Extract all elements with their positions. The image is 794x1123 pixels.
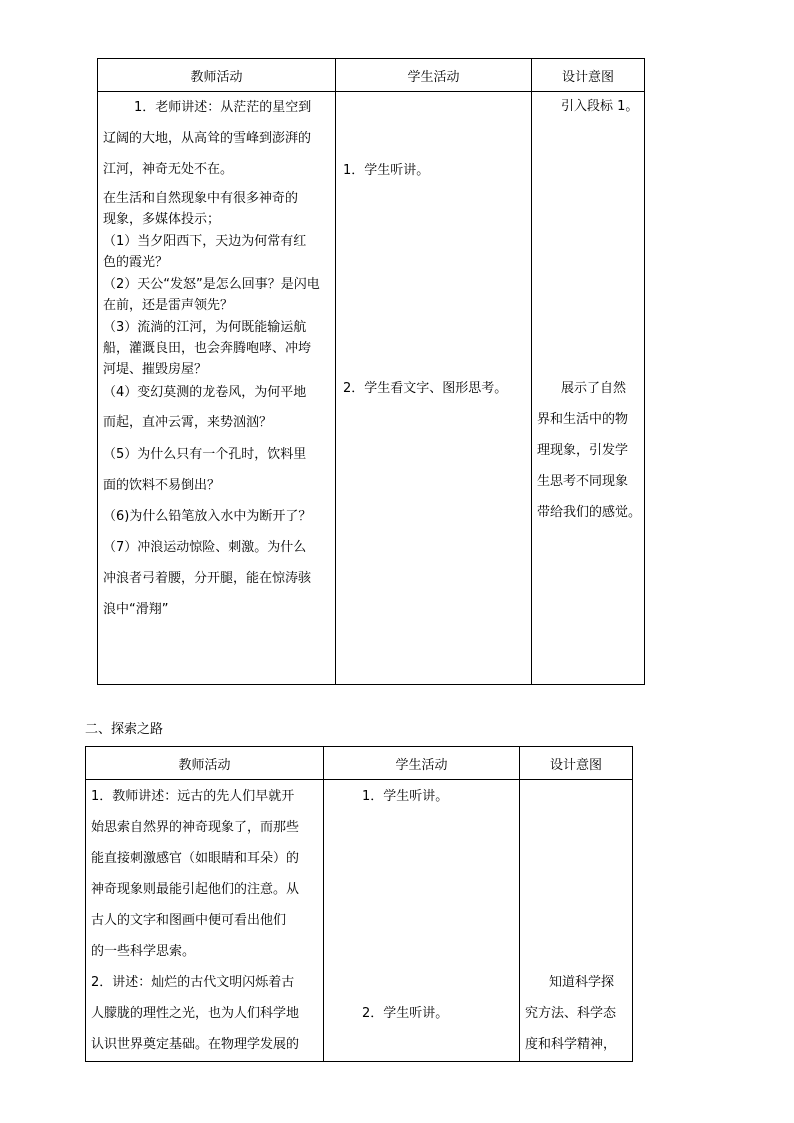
teacher-line: 现象，多媒体投示； [103,212,221,227]
teacher-line: 船，灌溉良田，也会奔腾咆哮、冲垮 [103,341,312,356]
teacher-line: 古人的文字和图画中便可看出他们 [91,913,287,928]
student-activity-cell [336,92,532,685]
teacher-line: 1．老师讲述：从茫茫的星空到 [134,100,312,115]
teacher-line: （2）天公“发怒”是怎么回事？是闪电 [103,277,320,292]
design-line: 界和生活中的物 [537,412,629,427]
header-student-activity: 学生活动 [324,747,520,780]
section-title: 二、探索之路 [85,722,164,737]
teacher-line: （6)为什么铅笔放入水中为断开了？ [103,509,312,524]
student-line: 2．学生看文字、图形思考。 [343,381,508,396]
teacher-line: 始思索自然界的神奇现象了，而那些 [91,820,300,835]
design-line: 引入段标 1。 [561,99,639,114]
teacher-line: 的一些科学思索。 [91,944,196,959]
teacher-line: （3）流淌的江河，为何既能输运航 [103,320,307,335]
teacher-line: 辽阔的大地，从高耸的雪峰到澎湃的 [103,131,312,146]
student-activity-cell [324,780,520,1062]
design-line: 生思考不同现象 [537,474,629,489]
teacher-line: 而起，直冲云霄，来势汹汹？ [103,415,273,430]
header-teacher-activity: 教师活动 [86,747,324,780]
table-row [86,780,633,1062]
student-line: 2．学生听讲。 [362,1006,449,1021]
design-intent-cell [520,780,633,1062]
design-line: 究方法、科学态 [525,1006,617,1021]
teacher-activity-cell [86,780,324,1062]
activity-table-1 [97,58,645,685]
table-row [98,92,645,685]
teacher-line: （5）为什么只有一个孔时，饮料里 [103,447,307,462]
teacher-line: 神奇现象则最能引起他们的注意。从 [91,882,300,897]
table-header-row [86,747,633,780]
student-line: 1．学生听讲。 [343,163,430,178]
design-line: 带给我们的感觉。 [537,505,642,520]
design-line: 度和科学精神， [525,1037,617,1052]
teacher-line: 在前，还是雷声领先？ [103,298,234,313]
design-intent-cell [532,92,645,685]
teacher-line: 认识世界奠定基础。在物理学发展的 [91,1037,300,1052]
teacher-line: （4）变幻莫测的龙卷风，为何平地 [103,385,307,400]
header-design-intent: 设计意图 [520,747,633,780]
table-header-row [98,59,645,92]
student-line: 1．学生听讲。 [362,789,449,804]
design-line: 知道科学探 [549,975,615,990]
header-design-intent: 设计意图 [532,59,645,92]
teacher-line: 能直接刺激感官（如眼睛和耳朵）的 [91,851,300,866]
teacher-line: 冲浪者弓着腰，分开腿，能在惊涛骇 [103,571,312,586]
teacher-line: （1）当夕阳西下，天边为何常有红 [103,234,307,249]
teacher-line: 面的饮料不易倒出？ [103,478,221,493]
teacher-line: 2．讲述：灿烂的古代文明闪烁着古 [91,975,295,990]
teacher-activity-cell [98,92,336,685]
teacher-line: 色的霞光？ [103,255,169,270]
activity-table-2 [85,746,633,1062]
teacher-line: 浪中“滑翔” [103,602,169,617]
teacher-line: 河堤、摧毁房屋？ [103,362,208,377]
teacher-line: 人朦胧的理性之光，也为人们科学地 [91,1006,300,1021]
design-line: 展示了自然 [561,381,627,396]
teacher-line: 江河，神奇无处不在。 [103,162,234,177]
teacher-line: （7）冲浪运动惊险、刺激。为什么 [103,540,307,555]
teacher-line: 在生活和自然现象中有很多神奇的 [103,191,299,206]
header-teacher-activity: 教师活动 [98,59,336,92]
design-line: 理现象，引发学 [537,443,629,458]
teacher-line: 1．教师讲述：远古的先人们早就开 [91,789,295,804]
header-student-activity: 学生活动 [336,59,532,92]
